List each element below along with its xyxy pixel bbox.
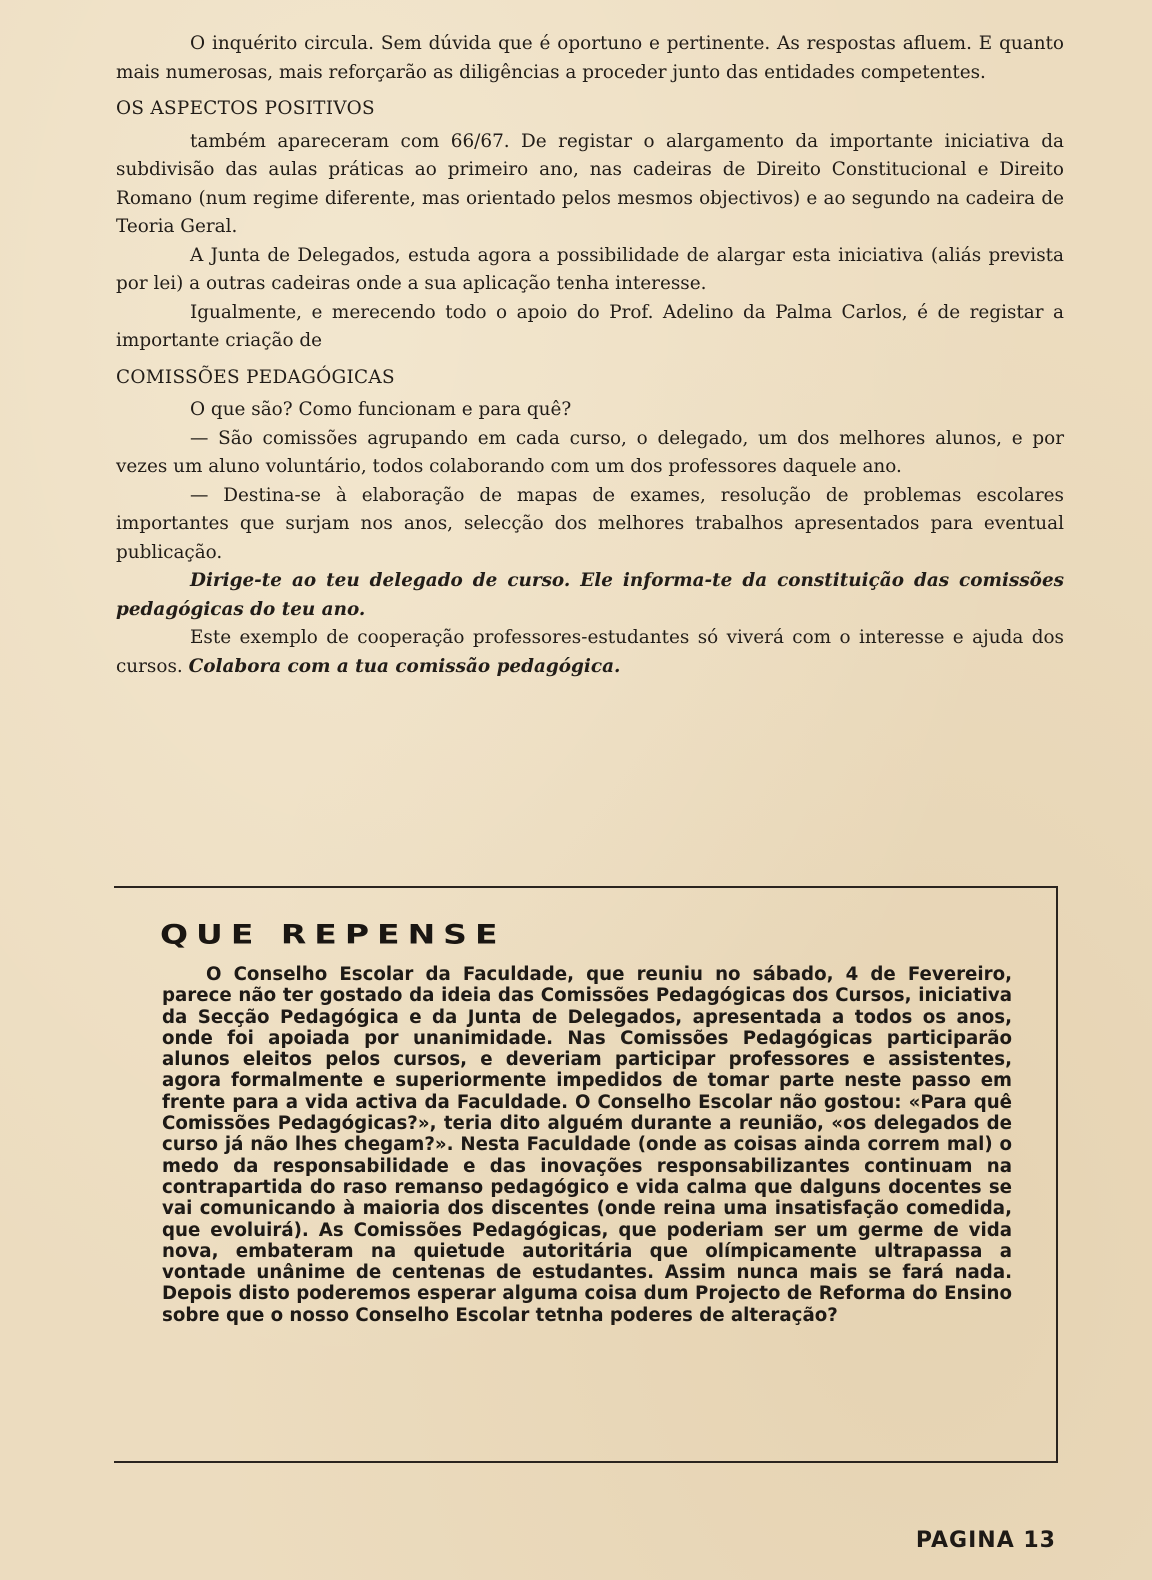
box-paragraph: O Conselho Escolar da Faculdade, que reuniu no sábado, 4 de Fevereiro, parece não ter gostado da ideia das Comissões Pedagógicas dos Cursos, iniciativa da Secção Pedagógica e da Junta de Delegados, apresentada a todos os anos, onde foi apoiada por unanimidade. Nas Comissões Pedagógicas participarão alunos eleitos pelos cursos, e deveriam participar professores e assistentes, agora formalmente e superiormente impedidos de tomar parte neste passo em frente para a vida activa da Faculdade. O Conselho Escolar não gostou: «Para quê Comissões Pedagógicas?», teria dito alguém durante a reunião, «os delegados de curso já não lhes chegam?». Nesta Faculdade (onde as coisas ainda correm mal) o medo da responsabilidade e das inovações responsabilizantes continuam na contrapartida do raso remanso pedagógico e vida calma que dalguns docentes se vai comunicando à maioria dos discentes (onde reina uma insatisfação comedida, que evoluirá). As Comissões Pedagógicas, que poderiam ser um germe de vida nova, embateram na quietude autoritária que olímpicamente ultrapassa a vontade unânime de centenas de estudantes. Assim nunca mais se fará nada. Depois disto poderemos esperar alguma coisa dum Projecto de Reforma do Ensino sobre que o nosso Conselho Escolar tetnha poderes de alteração? xyxy=(162,964,1012,1326)
paragraph-delegates-board: A Junta de Delegados, estuda agora a possibilidade de alargar esta iniciativa (aliás prevista por lei) a outras cadeiras onde a sua aplicação tenha interesse. xyxy=(116,244,1064,294)
heading-positive-aspects: OS ASPECTOS POSITIVOS xyxy=(116,98,375,119)
page-number: PAGINA 13 xyxy=(915,1528,1056,1553)
box-right-rule xyxy=(1056,886,1058,1463)
paragraph-cooperation xyxy=(116,624,1064,681)
box-text xyxy=(162,964,1012,1326)
box-bottom-rule xyxy=(114,1461,1058,1463)
heading-pedagogical-commissions: COMISSÕES PEDAGÓGICAS xyxy=(116,366,395,388)
paragraph-question: O que são? Como funcionam e para quê? xyxy=(190,399,572,420)
paragraph-commissions-definition: — São comissões agrupando em cada curso, o delegado, um dos melhores alunos, e por vezes um aluno voluntário, todos colaborando com um dos professores daquele ano. xyxy=(116,427,1064,477)
paragraph-practical-classes: também apareceram com 66/67. De registar o alargamento da importante iniciativa da subdivisão das aulas práticas ao primeiro ano, nas cadeiras de Direito Constitucional e Direito Romano (num regime diferente, mas orientado pelos mesmos objectivos) e ao segundo na cadeira de Teoria Geral. xyxy=(116,130,1064,237)
cooperation-emphasis: Colabora com a tua comissão pedagógica. xyxy=(188,655,621,677)
paragraph-commissions-purpose: — Destina-se à elaboração de mapas de exames, resolução de problemas escolares importantes que surjam nos anos, selecção dos melhores trabalhos apresentados para eventual publicação. xyxy=(116,484,1064,563)
box-top-rule xyxy=(114,886,1058,888)
article-body xyxy=(116,30,1064,681)
paragraph-call-delegate: Dirige-te ao teu delegado de curso. Ele informa-te da constituição das comissões pedagógicas do teu ano. xyxy=(116,570,1064,620)
cooperation-text: Este exemplo de cooperação professores-estudantes só viverá com o interesse e ajuda dos cursos. xyxy=(116,627,1064,677)
paragraph-inquiry: O inquérito circula. Sem dúvida que é oportuno e pertinente. As respostas afluem. E quanto mais numerosas, mais reforçarão as diligências a proceder junto das entidades competentes. xyxy=(116,33,1064,83)
box-title: QUE REPENSE xyxy=(160,918,506,950)
paragraph-palma-carlos: Igualmente, e merecendo todo o apoio do Prof. Adelino da Palma Carlos, é de registar a importante criação de xyxy=(116,301,1064,351)
